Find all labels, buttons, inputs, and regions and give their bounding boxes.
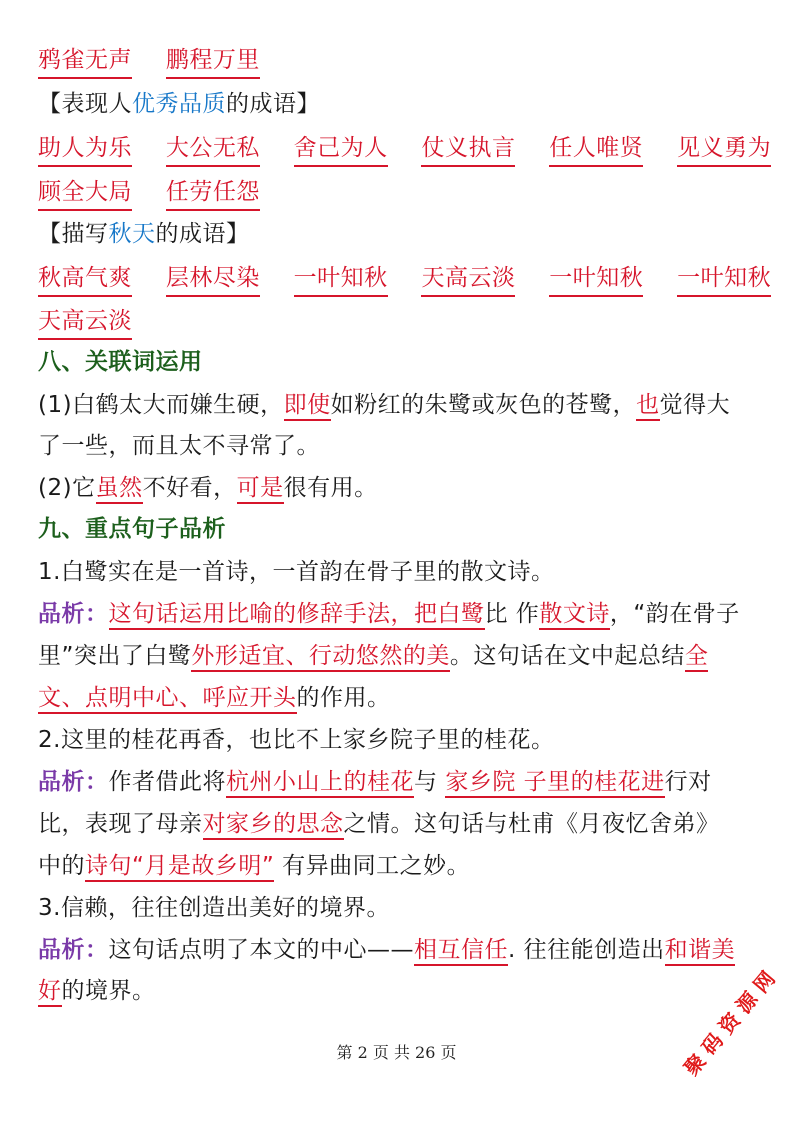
watermark: 聚 码 资 源 网	[678, 966, 780, 1080]
text: 不好看，	[142, 475, 237, 501]
heading-quality-idioms	[38, 88, 320, 120]
text: 的作用。	[296, 685, 391, 711]
idiom: 任人唯贤	[549, 132, 643, 167]
q2-sentence: 2.这里的桂花再香，也比不上家乡院子里的桂花。	[38, 727, 555, 753]
idiom: 仗义执言	[421, 132, 515, 167]
text: (1)白鹤太大而嫌生硬，	[38, 392, 284, 418]
section-8-sentence-1-line-2: 了一些，而且太不寻常了。	[38, 433, 320, 459]
text: 作者借此将	[108, 769, 226, 795]
idiom: 鹏程万里	[166, 44, 260, 79]
idiom: 舍己为人	[294, 132, 388, 167]
text: 如粉红的朱鹭或灰色的苍鹭，	[330, 392, 637, 418]
idiom: 任劳任怨	[166, 176, 260, 211]
q2-analysis-line-1	[38, 766, 712, 798]
q2-analysis-line-3	[38, 850, 470, 882]
q1-sentence: 1.白鹭实在是一首诗，一首韵在骨子里的散文诗。	[38, 559, 555, 585]
idiom: 秋高气爽	[38, 262, 132, 297]
text: 很有用。	[283, 475, 378, 501]
key-phrase: 散文诗	[539, 601, 610, 630]
text: . 往往能创造出	[508, 937, 665, 963]
key-phrase: 外形适宜、行动悠然的美	[191, 643, 450, 672]
q3-analysis-line-1	[38, 934, 735, 966]
heading-text: 的成语】	[226, 91, 320, 117]
idiom: 一叶知秋	[677, 262, 771, 297]
idiom: 顾全大局	[38, 176, 132, 211]
analysis-label: 品析：	[38, 769, 109, 795]
heading-keyword: 秋天	[108, 221, 156, 247]
text: 这句话点明了本文的中心——	[108, 937, 414, 963]
text: 里”突出了白鹭	[38, 643, 192, 669]
heading-keyword: 优秀品质	[132, 91, 226, 117]
analysis-label: 品析：	[38, 937, 109, 963]
key-phrase: 家乡院 子里的桂花进	[445, 769, 664, 798]
idiom: 一叶知秋	[549, 262, 643, 297]
text: 。这句话在文中起总结	[449, 643, 685, 669]
text: 与	[414, 769, 446, 795]
key-phrase: 诗句“月是故乡明”	[85, 853, 274, 882]
idiom: 天高云淡	[38, 305, 132, 340]
key-phrase: 对家乡的思念	[203, 811, 344, 840]
idiom: 助人为乐	[38, 132, 132, 167]
text: 有异曲同工之妙。	[274, 853, 471, 879]
text: 行对	[664, 769, 712, 795]
idioms-quality-row2	[38, 176, 260, 211]
q1-analysis-line-2	[38, 640, 708, 672]
text: 的境界。	[61, 978, 156, 1004]
idioms-autumn-row2	[38, 305, 132, 340]
conjunction: 也	[636, 392, 660, 421]
heading-text: 【描写	[38, 221, 109, 247]
q1-analysis-line-3	[38, 682, 391, 714]
section-8-title: 八、关联词运用	[38, 349, 203, 375]
key-phrase: 全	[685, 643, 709, 672]
text: (2)它	[38, 475, 96, 501]
key-phrase: 杭州小山上的桂花	[226, 769, 414, 798]
page-footer: 第 2 页 共 26 页	[336, 1043, 457, 1062]
text: 觉得大	[659, 392, 731, 418]
idioms-quality-row1	[38, 132, 771, 167]
text: 比 作	[484, 601, 540, 627]
analysis-label: 品析：	[38, 601, 109, 627]
q2-analysis-line-2	[38, 808, 720, 840]
conjunction: 即使	[284, 392, 331, 421]
idiom: 一叶知秋	[294, 262, 388, 297]
idiom: 见义勇为	[677, 132, 771, 167]
section-8-sentence-1-line-1	[38, 389, 730, 421]
conjunction: 虽然	[96, 475, 143, 504]
key-phrase: 相互信任	[414, 937, 508, 966]
q1-analysis-line-1	[38, 598, 740, 630]
section-9-title: 九、重点句子品析	[38, 516, 226, 542]
idiom: 天高云淡	[421, 262, 515, 297]
q3-sentence: 3.信赖，往往创造出美好的境界。	[38, 895, 390, 921]
heading-autumn-idioms	[38, 218, 250, 250]
conjunction: 可是	[237, 475, 284, 504]
text: 之情。这句话与杜甫《月夜忆舍弟》	[343, 811, 720, 837]
q3-analysis-line-2	[38, 975, 156, 1007]
text: ，“韵在骨子	[609, 601, 740, 627]
key-phrase: 文、点明中心、呼应开头	[38, 685, 297, 714]
key-phrase: 好	[38, 978, 62, 1007]
key-phrase: 和谐美	[665, 937, 736, 966]
section-8-sentence-2	[38, 472, 378, 504]
idiom: 层林尽染	[166, 262, 260, 297]
idioms-autumn-row1	[38, 262, 771, 297]
idiom: 大公无私	[166, 132, 260, 167]
heading-text: 【表现人	[38, 91, 132, 117]
idioms-top-row	[38, 44, 260, 79]
text: 中的	[38, 853, 85, 879]
idiom: 鸦雀无声	[38, 44, 132, 79]
key-phrase: 这句话运用比喻的修辞手法，把白鹭	[109, 601, 485, 630]
heading-text: 的成语】	[155, 221, 250, 247]
text: 比，表现了母亲	[38, 811, 203, 837]
